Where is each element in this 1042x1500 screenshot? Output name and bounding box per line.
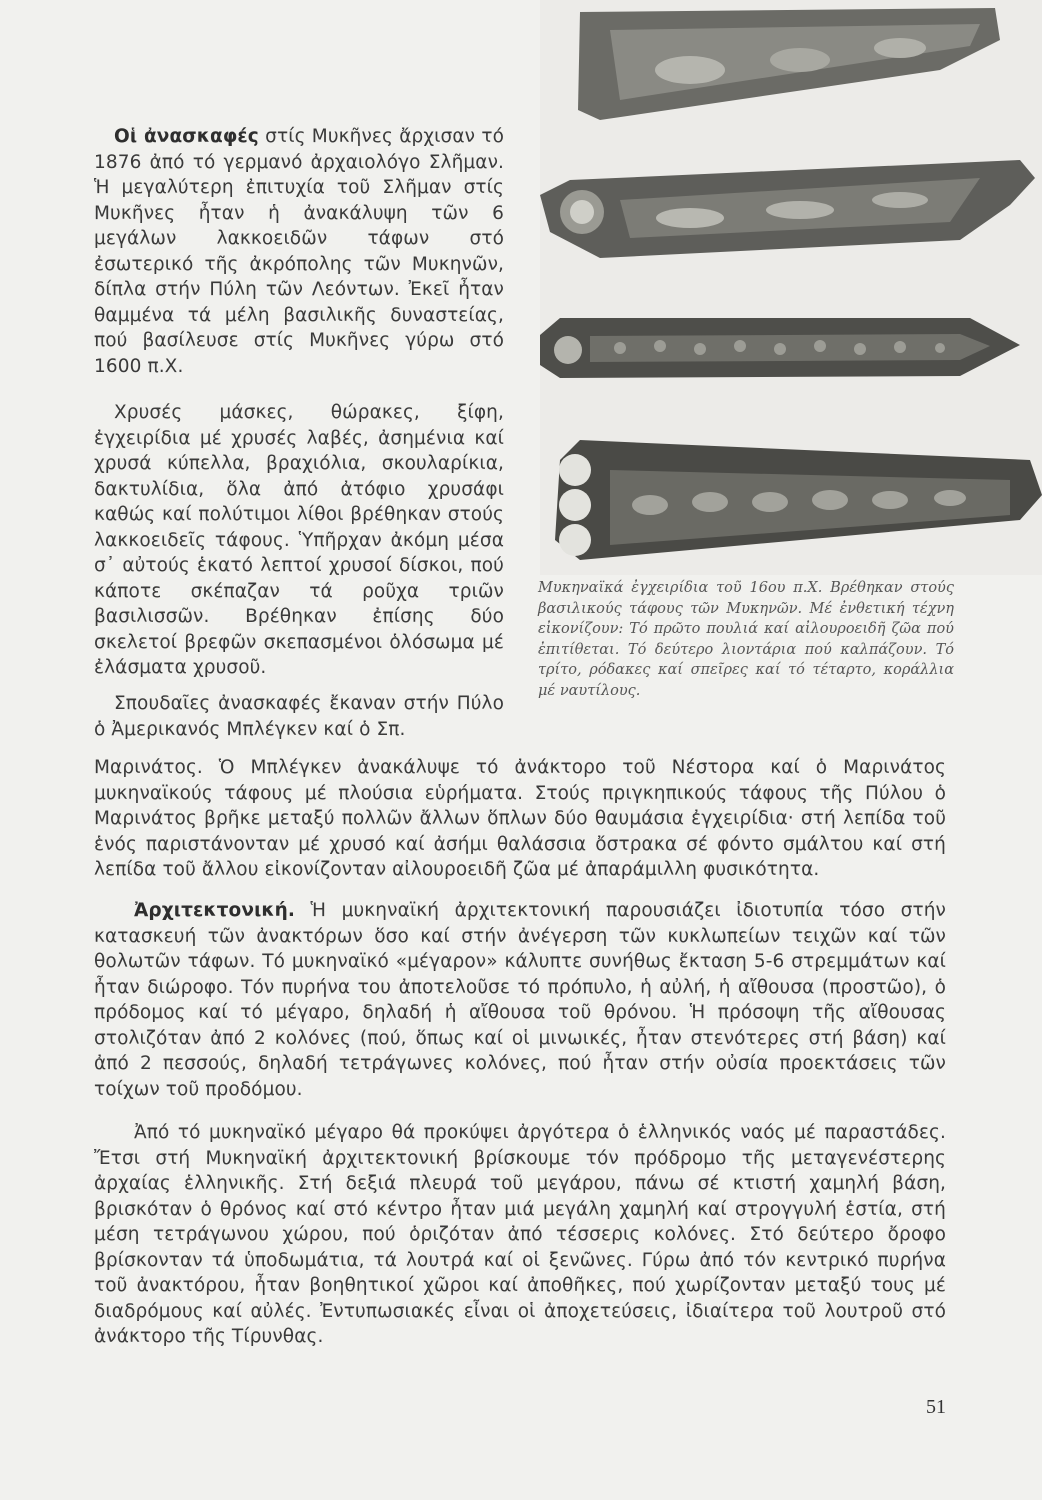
- architecture-text: Ἡ μυκηναϊκή ἀρχιτεκτονική παρουσιάζει ἰδιοτυπία τόσο στήν κατασκευή τῶν ἀνακτόρων ὅσο καί στήν ἀνέγερση τῶν κυκλωπείων τειχῶν καί τῶν θολωτῶν τάφων. Τό μυκηναϊκό «μέγαρον» κάλυπτε συνήθως ἔκταση 5-6 στρεμμάτων καί ἦταν διώροφο. Τόν πυρήνα του ἀποτελοῦσε τό πρόπυλο, ἡ αὐλή, ἡ αἴθουσα (προστῶο), ὁ πρόδομος καί τό μέγαρο, δηλαδή ἡ αἴθουσα τοῦ θρόνου. Ἡ πρόσοψη τῆς αἴθουσας στολιζόταν ἀπό 2 κολόνες (πού, ὅπως καί οἱ μινωικές, ἦταν στενότερες στή βάση) καί ἀπό 2 πεσσούς, δηλαδή τετράγωνες κολόνες, πού ἦταν στήν οὐσία προεκτάσεις τῶν τοίχων τοῦ προδόμου.: [94, 900, 946, 1100]
- intro-paragraph: [94, 124, 504, 379]
- pylos-paragraph-end: Μαρινάτος. Ὁ Μπλέγκεν ἀνακάλυψε τό ἀνάκτορο τοῦ Νέστορα καί ὁ Μαρινάτος μυκηναϊκούς τάφους μέ πλούσια εὑρήματα. Στούς πριγκηπικούς τάφους τῆς Πύλου ὁ Μαρινάτος βρῆκε μεταξύ πολλῶν ἄλλων ὅπλων δύο θαυμάσια ἐγχειρίδια· στή λεπίδα τοῦ ἑνός παριστάνονταν μέ χρυσό καί ἀσήμι θαλάσσια ὄστρακα σέ φόντο σμάλτου καί στή λεπίδα τοῦ ἄλλου εἰκονίζονταν αἰλουροειδῆ ζῶα μέ ἀπαράμιλλη φυσικότητα.: [94, 757, 946, 880]
- pylos-paragraph-start: [94, 691, 504, 742]
- photo-caption: Μυκηναϊκά ἐγχειρίδια τοῦ 16ου π.Χ. Βρέθηκαν στούς βασιλικούς τάφους τῶν Μυκηνῶν. Μέ ἐνθετική τέχνη εἰκονίζουν: Τό πρῶτο πουλιά καί αἰλουροειδῆ ζῶα πού ἐπιτίθεται. Τό δεύτερο λιοντάρια πού καλπάζουν. Τό τρίτο, ρόδακες καί σπεῖρες καί τό τέταρτο, κοράλλια μέ ναυτίλους.: [538, 580, 954, 699]
- pylos-text-start: Σπουδαῖες ἀνασκαφές ἔκαναν στήν Πύλο ὁ Ἀμερικανός Μπλέγκεν καί ὁ Σπ.: [94, 693, 504, 740]
- treasures-text: Χρυσές μάσκες, θώρακες, ξίφη, ἐγχειρίδια μέ χρυσές λαβές, ἀσημένια καί χρυσά κύπελλα, βραχιόλια, σκουλαρίκια, δακτυλίδια, ὅλα ἀπό ἀτόφιο χρυσάφι καθώς καί πολύτιμοι λίθοι βρέθηκαν στούς λακκοειδεῖς τάφους. Ὑπῆρχαν ἀκόμη μέσα σ᾽ αὐτούς ἑκατό λεπτοί χρυσοί δίσκοι, πού κάποτε σκέπαζαν τά ροῦχα τριῶν βασιλισσῶν. Βρέθηκαν ἐπίσης δύο σκελετοί βρεφῶν σκεπασμένοι ὁλόσωμα μέ ἐλάσματα χρυσοῦ.: [94, 402, 504, 678]
- megaron-paragraph: [94, 1120, 946, 1350]
- daggers-photo: [540, 0, 1042, 575]
- intro-heading: Οἱ ἀνασκαφές: [114, 126, 259, 147]
- dagger-3: [540, 318, 1020, 378]
- treasures-paragraph: [94, 400, 504, 681]
- architecture-paragraph: [94, 898, 946, 1102]
- intro-text: στίς Μυκῆνες ἄρχισαν τό 1876 ἀπό τό γερμανό ἀρχαιολόγο Σλῆμαν. Ἡ μεγαλύτερη ἐπιτυχία τοῦ Σλῆμαν στίς Μυκῆνες ἦταν ἡ ἀνακάλυψη τῶν 6 μεγάλων λακκοειδῶν τάφων στό ἐσωτερικό τῆς ἀκρόπολης τῶν Μυκηνῶν, δίπλα στήν Πύλη τῶν Λεόντων. Ἐκεῖ ἦταν θαμμένα τά μέλη βασιλικῆς δυναστείας, πού βασίλευσε στίς Μυκῆνες γύρω στό 1600 π.Χ.: [94, 126, 505, 377]
- architecture-heading: Ἀρχιτεκτονική.: [134, 900, 296, 921]
- page-number: 51: [926, 1396, 946, 1418]
- megaron-text: Ἀπό τό μυκηναϊκό μέγαρο θά προκύψει ἀργότερα ὁ ἑλληνικός ναός μέ παραστάδες. Ἔτσι στή Μυκηναϊκή ἀρχιτεκτονική βρίσκουμε τόν πρόδρομο τῆς μεταγενέστερης ἀρχαίας ἑλληνικῆς. Στή δεξιά πλευρά τοῦ μεγάρου, πάνω σέ κτιστή χαμηλή βάση, βρισκόταν ὁ θρόνος καί στό κέντρο ἦταν μιά μεγάλη χαμηλή καί στρογγυλή ἑστία, στή μέση τετράγωνου χώρου, πού ὁριζόταν ἀπό τέσσερις κολόνες. Στό δεύτερο ὄροφο βρίσκονταν τά ὑποδωμάτια, τά λουτρά καί οἱ ξενῶνες. Γύρω ἀπό τόν κεντρικό πυρήνα τοῦ ἀνακτόρου, ἦταν βοηθητικοί χῶροι καί ἀποθῆκες, πού χωρίζονταν μεταξύ τους μέ διαδρόμους καί αὐλές. Ἐντυπωσιακές εἶναι οἱ ἀποχετεύσεις, ἰδιαίτερα τοῦ λουτροῦ στό ἀνάκτορο τῆς Τίρυνθας.: [94, 1122, 946, 1347]
